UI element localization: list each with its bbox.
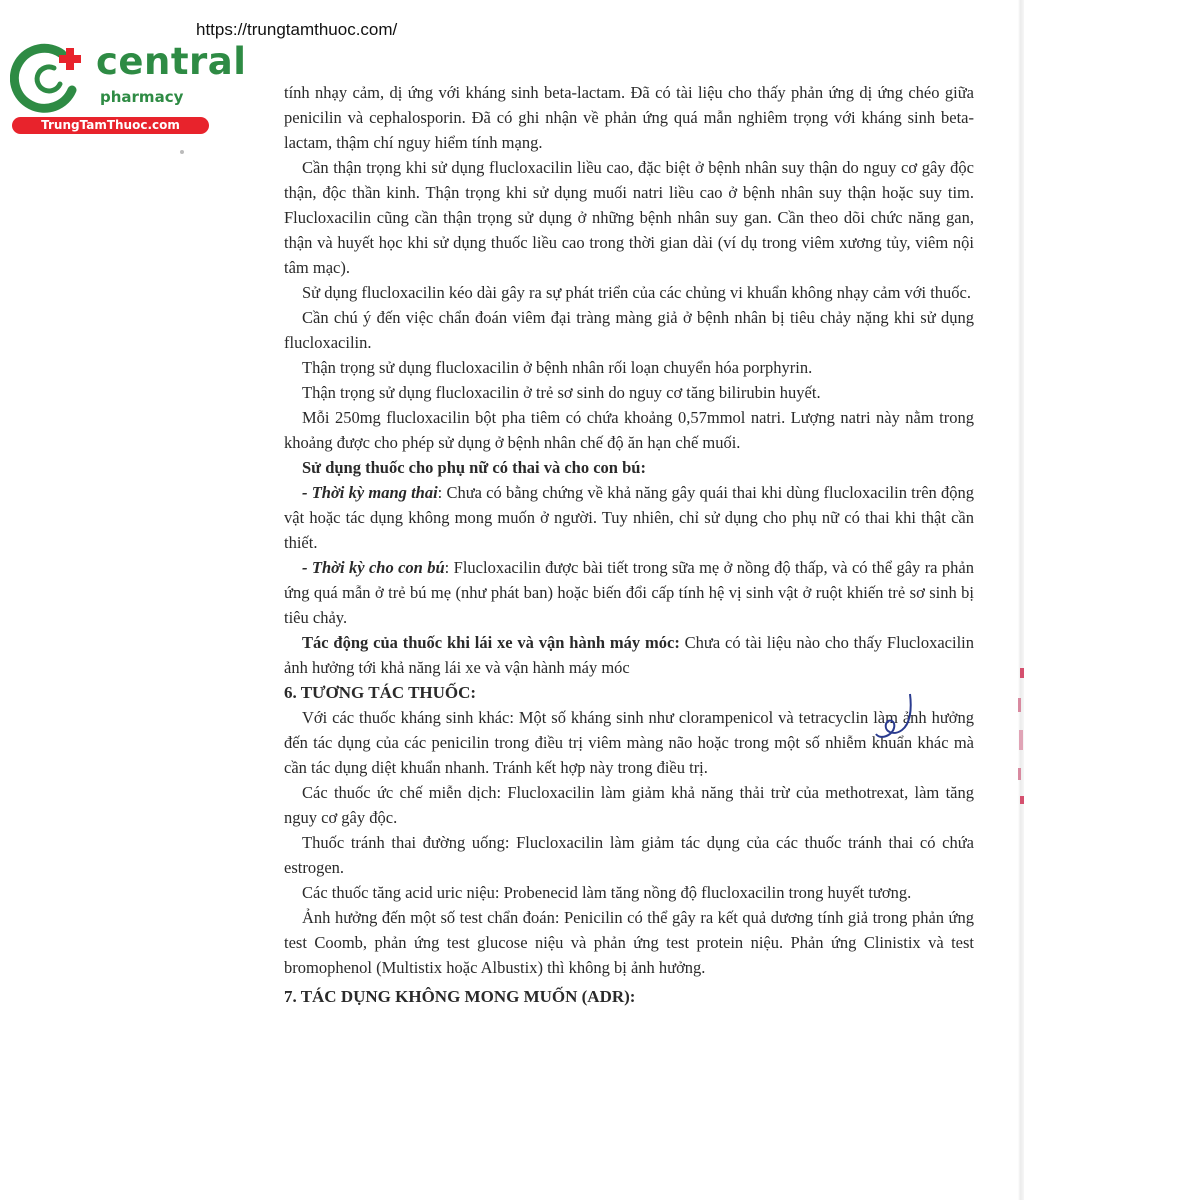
paragraph: Cần thận trọng khi sử dụng flucloxacilin liều cao, đặc biệt ở bệnh nhân suy thận do nguy cơ gây độc thận, độc thần kinh. Thận trọng khi sử dụng muối natri liều cao ở bệnh nhân suy thận hoặc suy tim. Flucloxacilin cũng cần thận trọng sử dụng ở những bệnh nhân suy gan. Cần theo dõi chức năng gan, thận và huyết học khi sử dụng thuốc liều cao trong thời gian dài (ví dụ trong viêm xương tủy, viêm nội tâm mạc). xyxy=(284,158,974,277)
pregnancy-paragraph xyxy=(284,480,974,555)
document-body xyxy=(284,80,974,1009)
paragraph: tính nhạy cảm, dị ứng với kháng sinh beta-lactam. Đã có tài liệu cho thấy phản ứng dị ứng chéo giữa penicilin và cephalosporin. Đã có ghi nhận về phản ứng quá mẫn nghiêm trọng với kháng sinh beta-lactam, thậm chí nguy hiểm tính mạng. xyxy=(284,83,974,152)
section-7-heading: 7. TÁC DỤNG KHÔNG MONG MUỐN (ADR): xyxy=(284,987,636,1006)
paragraph: Với các thuốc kháng sinh khác: Một số kháng sinh như clorampenicol và tetracyclin làm ảnh hưởng đến tác dụng của các penicilin trong điều trị viêm màng não hoặc trong một số nhiễm khuẩn khác mà cần tác dụng diệt khuẩn nhanh. Tránh kết hợp này trong điều trị. xyxy=(284,708,974,777)
paragraph: Ảnh hưởng đến một số test chẩn đoán: Penicilin có thể gây ra kết quả dương tính giả trong phản ứng test Coomb, phản ứng test glucose niệu và phản ứng test protein niệu. Phản ứng Clinistix và test bromophenol (Multistix hoặc Albustix) thì không bị ảnh hưởng. xyxy=(284,908,974,977)
pharmacy-cross-icon xyxy=(10,38,90,118)
paragraph: Thuốc tránh thai đường uống: Flucloxacilin làm giảm tác dụng của các thuốc tránh thai có chứa estrogen. xyxy=(284,833,974,877)
pregnancy-heading xyxy=(284,455,974,480)
stamp-fragment-mark xyxy=(1012,668,1030,808)
scan-page-edge xyxy=(1018,0,1024,1200)
paragraph: Thận trọng sử dụng flucloxacilin ở bệnh nhân rối loạn chuyển hóa porphyrin. xyxy=(302,358,813,377)
paragraph: Cần chú ý đến việc chẩn đoán viêm đại tràng màng giả ở bệnh nhân bị tiêu chảy nặng khi sử dụng flucloxacilin. xyxy=(284,308,974,352)
signature-mark xyxy=(872,690,922,750)
section-6-heading: 6. TƯƠNG TÁC THUỐC: xyxy=(284,683,477,702)
logo-site-badge: TrungTamThuoc.com xyxy=(12,117,209,134)
driving-paragraph xyxy=(284,630,974,680)
lactation-text: : Flucloxacilin được bài tiết trong sữa mẹ ở nồng độ thấp, và có thể gây ra phản ứng quá mẫn ở trẻ bú mẹ (như phát ban) hoặc biến đổi cấp tính hệ vị sinh vật ở ruột khiến trẻ sơ sinh bị tiêu chảy. xyxy=(284,558,974,627)
logo-name: central xyxy=(96,40,247,83)
central-pharmacy-logo[interactable] xyxy=(10,38,247,138)
paragraph: Các thuốc tăng acid uric niệu: Probenecid làm tăng nồng độ flucloxacilin trong huyết tương. xyxy=(302,883,912,902)
scan-dot xyxy=(180,150,184,154)
pregnancy-text: : Chưa có bằng chứng về khả năng gây quái thai khi dùng flucloxacilin trên động vật hoặc tác dụng không mong muốn ở người. Tuy nhiên, chỉ sử dụng cho phụ nữ có thai khi thật cần thiết. xyxy=(284,483,974,552)
logo-subtitle: pharmacy xyxy=(100,88,184,106)
paragraph: Sử dụng flucloxacilin kéo dài gây ra sự phát triển của các chủng vi khuẩn không nhạy cảm với thuốc. xyxy=(302,283,972,302)
lactation-label: - Thời kỳ cho con bú xyxy=(302,558,445,577)
pregnancy-heading-text: Sử dụng thuốc cho phụ nữ có thai và cho con bú: xyxy=(302,458,646,477)
source-url[interactable]: https://trungtamthuoc.com/ xyxy=(196,20,398,39)
driving-text: Chưa có tài liệu nào cho thấy Flucloxacilin ảnh hưởng tới khả năng lái xe và vận hành máy móc xyxy=(284,633,975,677)
paragraph: Các thuốc ức chế miễn dịch: Flucloxacilin làm giảm khả năng thải trừ của methotrexat, làm tăng nguy cơ gây độc. xyxy=(284,783,974,827)
lactation-paragraph xyxy=(284,555,974,630)
driving-label: Tác động của thuốc khi lái xe và vận hành máy móc: xyxy=(302,633,680,652)
pregnancy-label: - Thời kỳ mang thai xyxy=(302,483,438,502)
paragraph: Thận trọng sử dụng flucloxacilin ở trẻ sơ sinh do nguy cơ tăng bilirubin huyết. xyxy=(302,383,821,402)
paragraph: Mỗi 250mg flucloxacilin bột pha tiêm có chứa khoảng 0,57mmol natri. Lượng natri này nằm trong khoảng được cho phép sử dụng ở bệnh nhân chế độ ăn hạn chế muối. xyxy=(284,408,974,452)
